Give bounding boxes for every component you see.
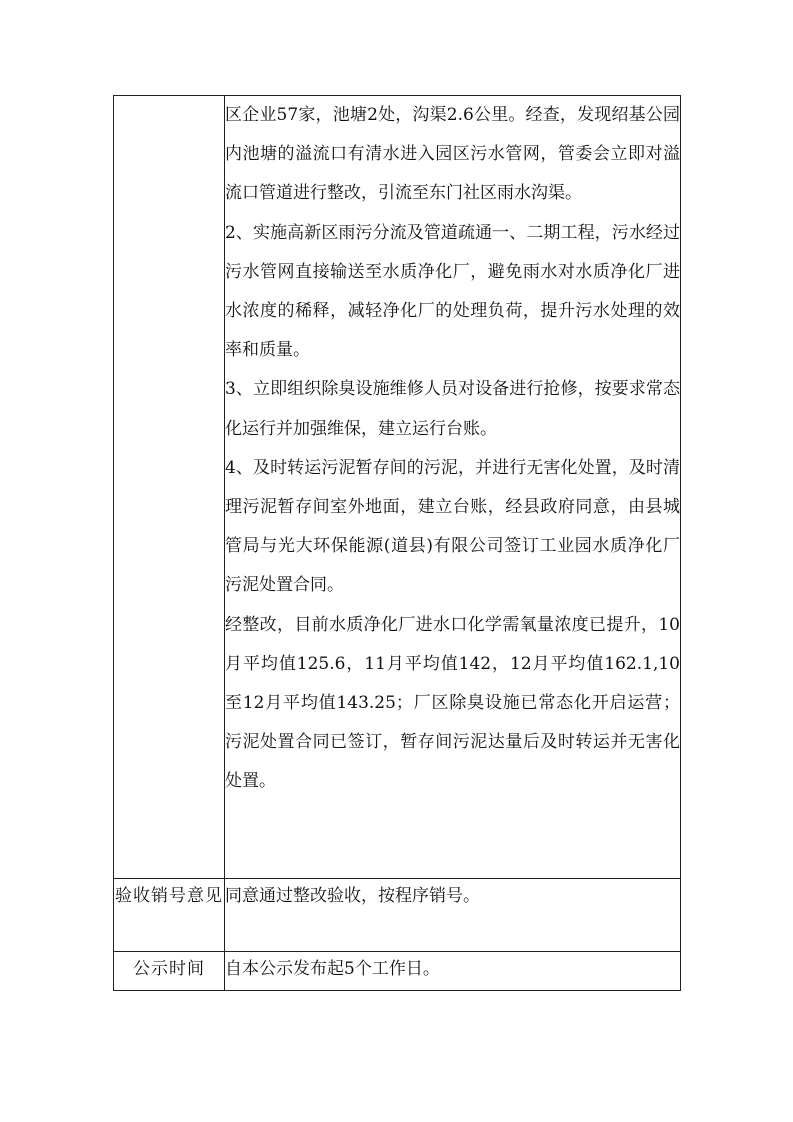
rectification-content	[225, 96, 681, 879]
paragraph: 3、立即组织除臭设施维修人员对设备进行抢修，按要求常态化运行并加强维保，建立运行台账。	[225, 379, 680, 439]
row-label	[114, 96, 225, 879]
table-row	[114, 879, 681, 952]
table-row	[114, 96, 681, 879]
acceptance-opinion-text: 同意通过整改验收，按程序销号。	[225, 879, 681, 952]
table-row	[114, 952, 681, 991]
rectification-table	[113, 95, 681, 991]
paragraph: 区企业57家，池塘2处，沟渠2.6公里。经查，发现绍基公园内池塘的溢流口有清水进入园区污水管网，管委会立即对溢流口管道进行整改，引流至东门社区雨水沟渠。	[225, 105, 680, 204]
paragraph: 2、实施高新区雨污分流及管道疏通一、二期工程，污水经过污水管网直接输送至水质净化厂，避免雨水对水质净化厂进水浓度的稀释，减轻净化厂的处理负荷，提升污水处理的效率和质量。	[225, 222, 680, 361]
publicity-period-label: 公示时间	[114, 952, 225, 991]
paragraph: 经整改，目前水质净化厂进水口化学需氧量浓度已提升，10月平均值125.6，11月平均值142，12月平均值162.1,10至12月平均值143.25；厂区除臭设施已常态化开启运营；污泥处置合同已签订，暂存间污泥达量后及时转运并无害化处置。	[225, 614, 680, 792]
publicity-period-text: 自本公示发布起5个工作日。	[225, 952, 681, 991]
acceptance-opinion-label: 验收销号意见	[114, 879, 225, 952]
paragraph: 4、及时转运污泥暂存间的污泥，并进行无害化处置，及时清理污泥暂存间室外地面，建立台账，经县政府同意，由县城管局与光大环保能源(道县)有限公司签订工业园水质净化厂污泥处置合同。	[225, 457, 680, 596]
